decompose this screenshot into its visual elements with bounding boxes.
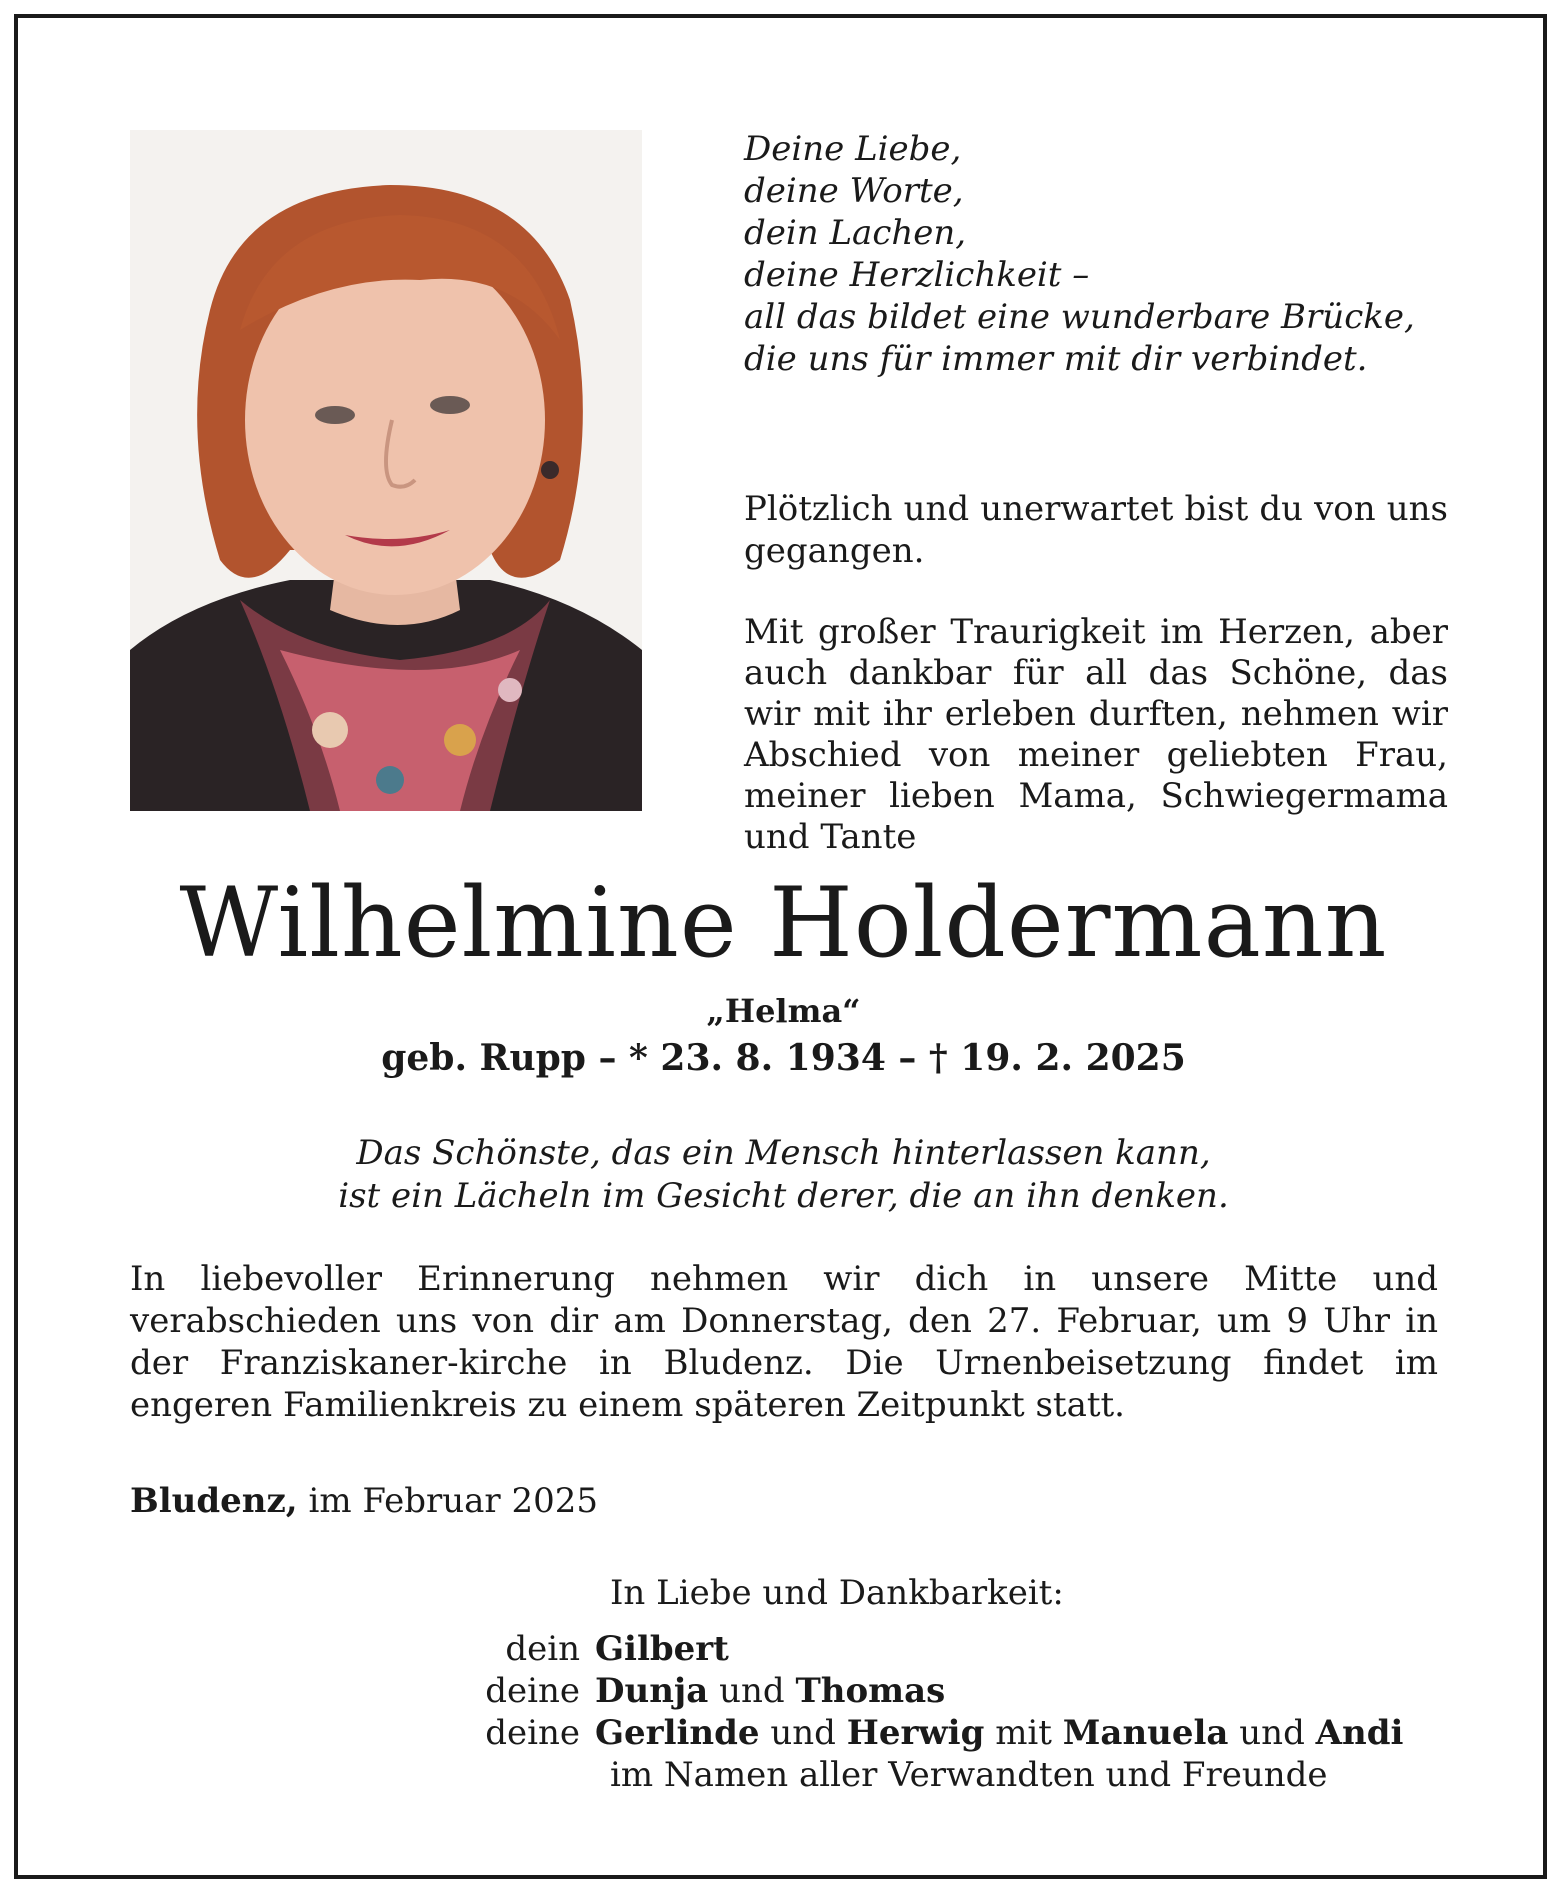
poem-line: die uns für immer mit dir verbindet. — [744, 339, 1368, 379]
signer-name: Andi — [1315, 1713, 1404, 1753]
poem-line: all das bildet eine wunderbare Brücke, — [744, 297, 1415, 337]
signer-conjunction: mit — [995, 1713, 1052, 1753]
signature-heading: In Liebe und Dankbarkeit: — [610, 1573, 1064, 1613]
portrait-photo — [130, 130, 642, 811]
signer-conjunction: und — [770, 1713, 836, 1753]
poem-line: deine Herzlichkeit – — [744, 255, 1090, 295]
poem-line: dein Lachen, — [744, 213, 967, 253]
place-date: im Februar 2025 — [308, 1481, 599, 1521]
deceased-life-dates: geb. Rupp – * 23. 8. 1934 – † 19. 2. 2025 — [381, 1037, 1186, 1079]
signer-name: Gerlinde — [595, 1713, 760, 1753]
signer-row — [450, 1670, 1403, 1712]
signer-row — [450, 1712, 1403, 1754]
signer-row — [450, 1628, 1403, 1670]
signer-name: Herwig — [846, 1713, 985, 1753]
signer-name: Gilbert — [595, 1629, 729, 1669]
signer-name: Thomas — [795, 1671, 946, 1711]
signer-names — [595, 1712, 1403, 1754]
intro-paragraph-farewell: Mit großer Traurigkeit im Herzen, aber auch dankbar für all das Schöne, das wir mit ihr erleben durften, nehmen wir Abschied von meiner geliebten Frau, meiner lieben Mama, Schwiegermama und Tante — [744, 612, 1448, 857]
signer-relation: dein — [505, 1629, 580, 1669]
signer-relation: deine — [485, 1671, 580, 1711]
intro-paragraph-sudden: Plötzlich und unerwartet bist du von uns gegangen. — [744, 489, 1448, 571]
signer-conjunction: und — [1239, 1713, 1305, 1753]
deceased-name: Wilhelmine Holdermann — [179, 867, 1388, 979]
signature-footer: im Namen aller Verwandten und Freunde — [610, 1755, 1328, 1795]
opening-poem — [744, 128, 1464, 380]
place-and-date — [130, 1480, 598, 1522]
poem-line: Deine Liebe, — [744, 129, 962, 169]
signer-relation: deine — [485, 1713, 580, 1753]
memorial-quote — [0, 1132, 1567, 1218]
signer-names — [595, 1628, 729, 1670]
ceremony-announcement: In liebevoller Erinnerung nehmen wir dich in unsere Mitte und verabschieden uns von dir am Donnerstag, den 27. Februar, um 9 Uhr in der Franziskaner-kirche in Bludenz. Die Urnenbeisetzung findet im engeren Familienkreis zu einem späteren Zeitpunkt statt. — [130, 1259, 1438, 1425]
signer-names — [595, 1670, 945, 1712]
quote-line: Das Schönste, das ein Mensch hinterlassen kann, — [356, 1133, 1211, 1173]
quote-line: ist ein Lächeln im Gesicht derer, die an ihn denken. — [338, 1176, 1229, 1216]
deceased-nickname: „Helma“ — [706, 992, 861, 1030]
signer-name: Manuela — [1062, 1713, 1229, 1753]
place-city: Bludenz, — [130, 1481, 298, 1521]
signer-conjunction: und — [719, 1671, 785, 1711]
signature-list — [450, 1628, 1403, 1796]
signer-name: Dunja — [595, 1671, 709, 1711]
poem-line: deine Worte, — [744, 171, 964, 211]
